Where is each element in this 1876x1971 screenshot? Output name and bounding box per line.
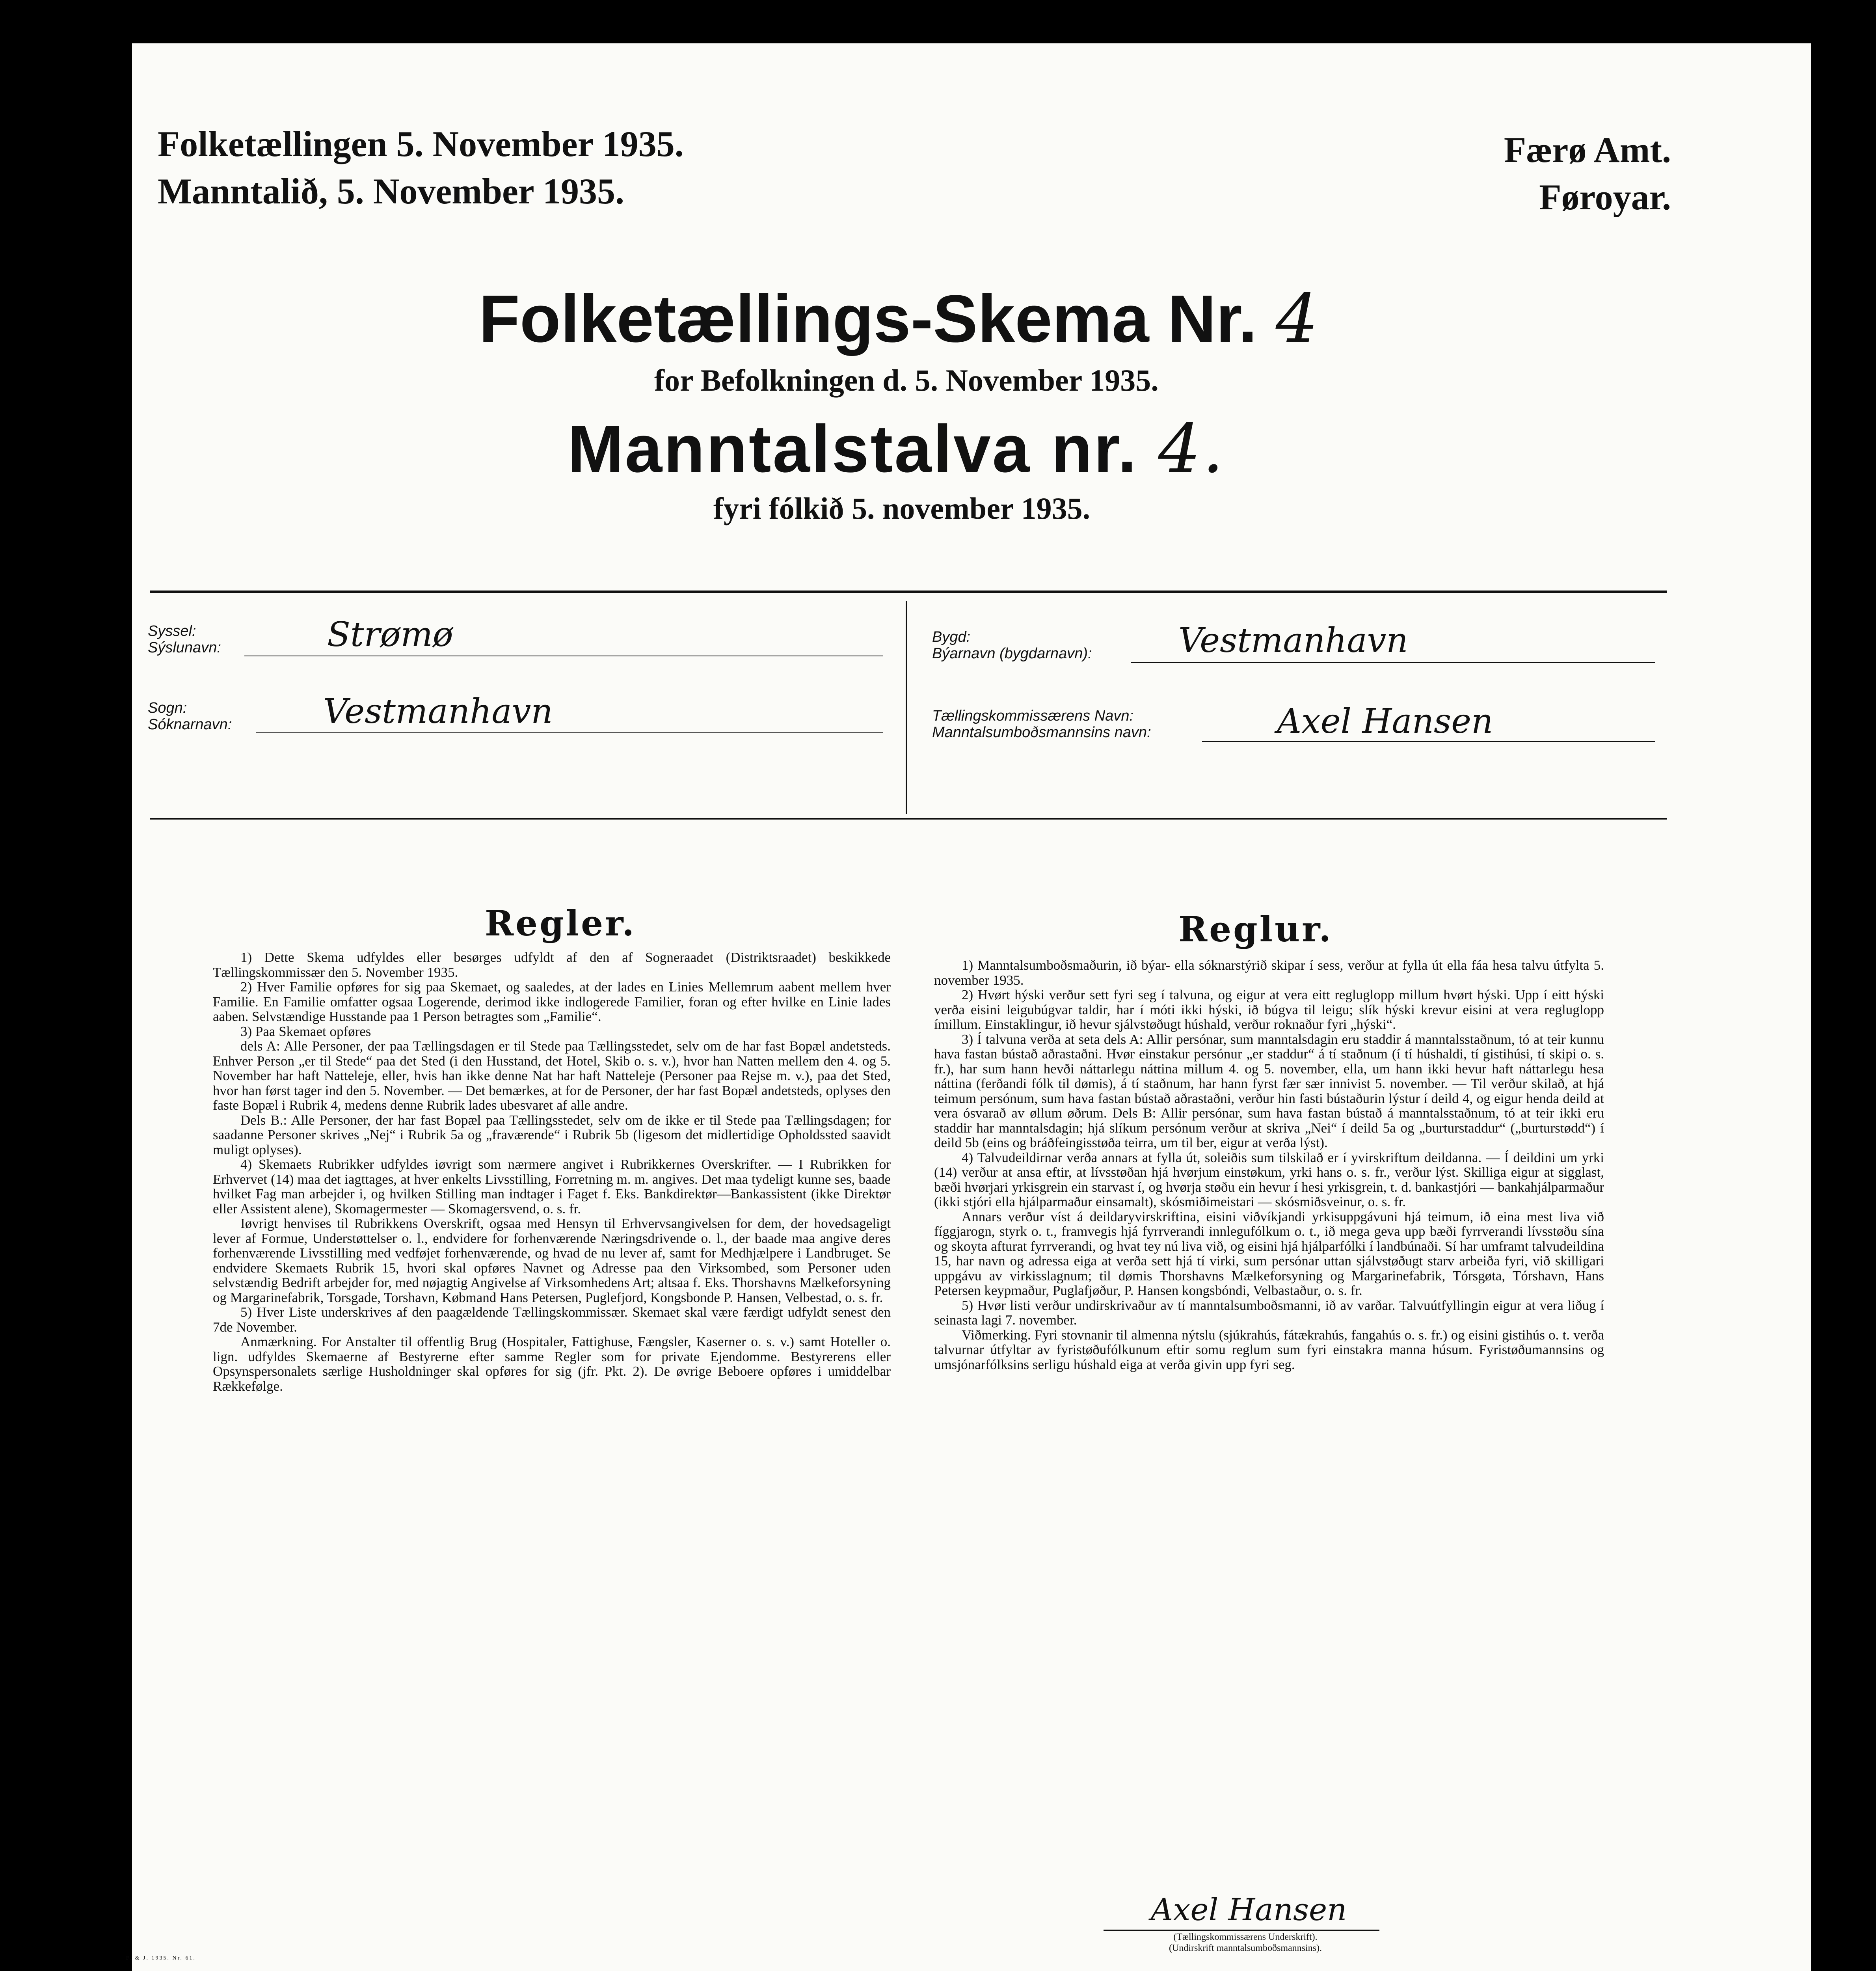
reglur-paragraph-2: 2) Hvørt hýski verður sett fyri seg í talvuna, og eigur at vera eitt regluglopp millum hvørt hýski. Upp í eitt hýski verða eisini leigubúgvar taldir, har í móti ikki hýski, ið búgva til leigu; slík hýski krevur eisini at vera regluglopp ímillum. Einstaklingur, ið hevur sjálvstøðugt húshald, verður roknaður fyri „hýski“. — [934, 987, 1604, 1032]
form-subtitle-faroese: fyri fólkið 5. november 1935. — [713, 491, 1091, 525]
kommissaer-value: Axel Hansen — [1277, 702, 1493, 741]
bygd-label-line2: Býarnavn (bygdarnavn): — [932, 645, 1092, 662]
printer-mark: F. & J. 1935. Nr. 61. — [126, 1955, 196, 1961]
sogn-label — [148, 700, 232, 733]
reglur-title: Reglur. — [1178, 909, 1333, 950]
signature-caption-faroese: (Undirskrift manntalsumboðsmannsins). — [1169, 1943, 1322, 1953]
reglur-paragraph-4: 4) Talvudeildirnar verða annars at fylla út, soleiðis sum tilskilað er í yvirskriftum deildanna. — Í deildini um yrki (14) verður at ansa eftir, at lívsstøðan hjá hvørjum einstøkum, yrki hans o. s. fr., verður lýst. Skilliga eigur at sigglast, bæði hvørjari yrkisgrein ein starvast í, og hvørja støðu ein hevur í hesi yrkisgrein, t. d. bankastjóri — bankahjálparmaður (ikki stjóri ella hjálparmaður einsamalt), skósmiðimeistari — skósmiðsveinur, o. s. fr. — [934, 1149, 1604, 1209]
regler-paragraph-8: 5) Hver Liste underskrives af den paagældende Tællingskommissær. Skemaet skal være færdigt udfyldt senest den 7de November. — [213, 1304, 891, 1335]
bygd-value-line — [1131, 662, 1655, 663]
signature-caption — [1107, 1932, 1383, 1954]
reglur-paragraph-3: 3) Í talvuna verða at seta dels A: Allir persónar, sum manntalsdagin eru staddir á manntalsstaðnum, tó at teir kunnu hava fastan bústað aðrastaðni. Hvør einstakur persónur „er staddur“ á tí staðnum (í tí húshaldi, tí gistihúsi, tí skipi o. s. fr.), har sum hann hevði náttarlegu náttina millum 4. og 5. november, ella, um hann ikki hevur haft náttarlegu hesa náttina (ferðandi fólk til dømis), á tí staðnum, har hann fyrst fær sær innivist 5. november. — Til verður skilað, at hjá teimum persónum, sum hava fastan bústað aðrastaðni, verður hin fasti bústaðurin lýstur í deild 4, og eigur henda deild at vera ósvarað av øllum øðrum. Dels B: Allir persónar, sum hava fastan bústað á manntalsstaðnum, tó at teir ikki eru staddir har manntalsdagin; hjá slíkum persónum verður at skriva „Nei“ í deild 5a og „burturstaddur“ („burturstødd“) í deild 5b (eins og bráðfeingisstøða teirra, um til ber, eigur at verða lýst). — [934, 1031, 1604, 1150]
kommissaer-label-line2: Manntalsumboðsmannsins navn: — [932, 724, 1151, 741]
form-bottom-rule — [150, 818, 1667, 820]
regler-paragraph-5: Dels B.: Alle Personer, der har fast Bopæl paa Tællingsstedet, selv om de ikke er til Stede paa Tællingsdagen; for saadanne Personer skrives „Nej“ i Rubrik 5a og „fraværende“ i Rubrik 5b (ligesom det midlertidige Opholdssted saavidt muligt oplyses). — [213, 1112, 891, 1157]
form-top-rule — [150, 591, 1667, 593]
kommissaer-value-line — [1202, 741, 1655, 742]
form-vertical-divider — [906, 601, 907, 814]
sogn-label-line1: Sogn: — [148, 700, 187, 716]
sogn-label-line2: Sóknarnavn: — [148, 716, 232, 733]
kommissaer-label-line1: Tællingskommissærens Navn: — [932, 708, 1134, 724]
header-faroese-date: Manntalið, 5. November 1935. — [158, 171, 625, 211]
form-title-danish-text: Folketællings-Skema Nr. — [479, 281, 1257, 356]
syssel-label-line2: Sýslunavn: — [148, 639, 221, 656]
regler-paragraph-6: 4) Skemaets Rubrikker udfyldes iøvrigt som nærmere angivet i Rubrikkernes Overskrifter. — I Rubrikken for Erhvervet (14) maa det iagttages, at hver enkelts Livsstilling, Forretning m. m. angives. Det maa tydeligt kunne ses, baade hvilket Fag man arbejder i, og hvilken Stilling man indtager i Faget f. Eks. Bankdirektør—Bankassistent (ikke Direktør eller Assistent alene), Skomagermester — Skomagersvend, o. s. fr. — [213, 1157, 891, 1217]
form-title-faroese-text: Manntalstalva nr. — [568, 412, 1138, 486]
regler-paragraph-9: Anmærkning. For Anstalter til offentlig Brug (Hospitaler, Fattighuse, Fængsler, Kaserner o. s. v.) samt Hoteller o. lign. udfyldes Skemaerne af Bestyrerne efter samme Regler som for private Ejendomme. Bestyrerens eller Opsynspersonalets særlige Husholdninger skal opføres for sig (jfr. Pkt. 2). De øvrige Beboere opføres i umiddelbar Rækkefølge. — [213, 1334, 891, 1394]
header-amt: Færø Amt. — [1504, 130, 1671, 170]
header-danish-date: Folketællingen 5. November 1935. — [158, 124, 684, 164]
header-right — [1504, 126, 1671, 221]
form-title-danish — [479, 280, 1318, 358]
bygd-label-line1: Bygd: — [932, 629, 971, 645]
reglur-column — [934, 958, 1604, 1372]
regler-column — [213, 950, 891, 1393]
sogn-value: Vestmanhavn — [323, 692, 553, 731]
regler-paragraph-3: 3) Paa Skemaet opføres — [240, 1023, 371, 1039]
bygd-label — [932, 629, 1092, 662]
reglur-paragraph-1: 1) Manntalsumboðsmaðurin, ið býar- ella sóknarstýrið skipar í sess, verður at fylla út ella fáa hesa talvu útfylta 5. november 1935. — [934, 958, 1604, 988]
reglur-paragraph-6: 5) Hvør listi verður undirskrivaður av tí manntalsumboðsmanni, ið av varðar. Talvuútfyllingin eigur at vera liðug í seinasta lagi 7. november. — [934, 1297, 1604, 1328]
form-number-faroese: 4. — [1158, 410, 1225, 488]
signature-caption-danish: (Tællingskommissærens Underskrift). — [1173, 1932, 1318, 1942]
form-subtitle-danish: for Befolkningen d. 5. November 1935. — [654, 363, 1159, 397]
commissioner-signature: Axel Hansen — [1151, 1892, 1347, 1928]
header-left — [158, 120, 684, 215]
regler-paragraph-2: 2) Hver Familie opføres for sig paa Skemaet, og saaledes, at der lades en Linies Mellemrum aabent mellem hver Familie. En Familie omfatter ogsaa Logerende, derimod ikke indlogerede Familier, foran og efter hvilke en Linie lades aaben. Selvstændige Husstande paa 1 Person betragtes som „Familie“. — [213, 979, 891, 1024]
regler-paragraph-1: 1) Dette Skema udfyldes eller besørges udfyldt af den af Sogneraadet (Distriktsraadet) beskikkede Tællingskommissær den 5. November 1935. — [213, 950, 891, 980]
sogn-value-line — [256, 732, 883, 733]
kommissaer-label — [932, 708, 1151, 741]
syssel-value: Strømø — [327, 615, 453, 654]
regler-paragraph-4: dels A: Alle Personer, der paa Tællingsdagen er til Stede paa Tællingsstedet, selv om de har fast Bopæl andetsteds. Enhver Person „er til Stede“ paa det Sted (i den Husstand, det Hotel, Skib o. s. v.), hvor han Natten mellem den 4. og 5. November har haft Natteleje, eller, hvis han ikke denne Nat har haft Natteleje (Personer paa Rejse m. v.), paa det Sted, hvor han først tager ind den 5. November. — Det bemærkes, at for de Personer, der har fast Bopæl andetsteds, oplyses den faste Bopæl i Rubrik 4, medens denne Rubrik lades ubesvaret af alle andre. — [213, 1038, 891, 1113]
syssel-label-line1: Syssel: — [148, 623, 196, 639]
header-foroyar: Føroyar. — [1539, 177, 1671, 217]
regler-title: Regler. — [485, 903, 636, 944]
reglur-paragraph-7: Viðmerking. Fyri stovnanir til almenna nýtslu (sjúkrahús, fátækrahús, fangahús o. s. fr.) og eisini gistihús o. t. verða talvurnar útfyltar av fyristøðufólkunum eftir somu reglum sum fyri einstakra manna húsum. Fyristøðumannsins og umsjónarfólksins serligu húshald eiga at verða givin upp fyri seg. — [934, 1327, 1604, 1372]
bygd-value: Vestmanhavn — [1178, 621, 1408, 660]
syssel-label — [148, 623, 221, 656]
reglur-paragraph-5: Annars verður víst á deildaryvirskriftina, eisini viðvíkjandi yrkisuppgávuni hjá teimum, ið eina mest liva við fíggjarogn, styrk o. t., framvegis hjá fyrrverandi innlegufólkum o. t., ið mega geva upp bæði fyrrverandi lívsstøðu sína og skoyta afturat fyrrverandi, og hvat tey nú liva við, og eisini hjá hjálparfólki í landbúnaði. Sí har umframt talvudeildina 15, har navn og adressa eiga at verða sett hjá tí virki, sum persónar uttan sjálvstøðugt starv arbeiða fyri, við skilligari uppgávu av virkisslagnum; til dømis Thorshavns Mælkeforsyning og Margarinefabrik, Tórsgøta, Tórshavn, Hans Petersen keypmaður, Puglafjøður, P. Hansen kongsbóndi, Velbastaður, o. s. fr. — [934, 1209, 1604, 1298]
regler-paragraph-7: Iøvrigt henvises til Rubrikkens Overskrift, ogsaa med Hensyn til Erhvervsangivelsen for dem, der hovedsageligt lever af Formue, Understøttelser o. l., endvidere for forhenværende Næringsdrivende o. l., der baade maa angive deres forhenværende Livsstilling med vedføjet forhenværende, og hvad de nu lever af, samt for Medhjælpere i Landbruget. Se endvidere Skemaets Rubrik 15, hvori skal opføres Navnet og Adresse paa den Virksombed, som Personer uden selvstændig Bedrift arbejder for, med nøjagtig Angivelse af Virksomhedens Art; altsaa f. Eks. Thorshavns Mælkeforsyning og Margarinefabrik, Torsgade, Torshavn, Købmand Hans Petersen, Puglefjord, Kongsbonde P. Hansen, Velbestad, o. s. fr. — [213, 1216, 891, 1305]
signature-line — [1104, 1930, 1379, 1931]
form-title-faroese — [568, 410, 1225, 488]
form-number-danish: 4 — [1275, 280, 1318, 358]
